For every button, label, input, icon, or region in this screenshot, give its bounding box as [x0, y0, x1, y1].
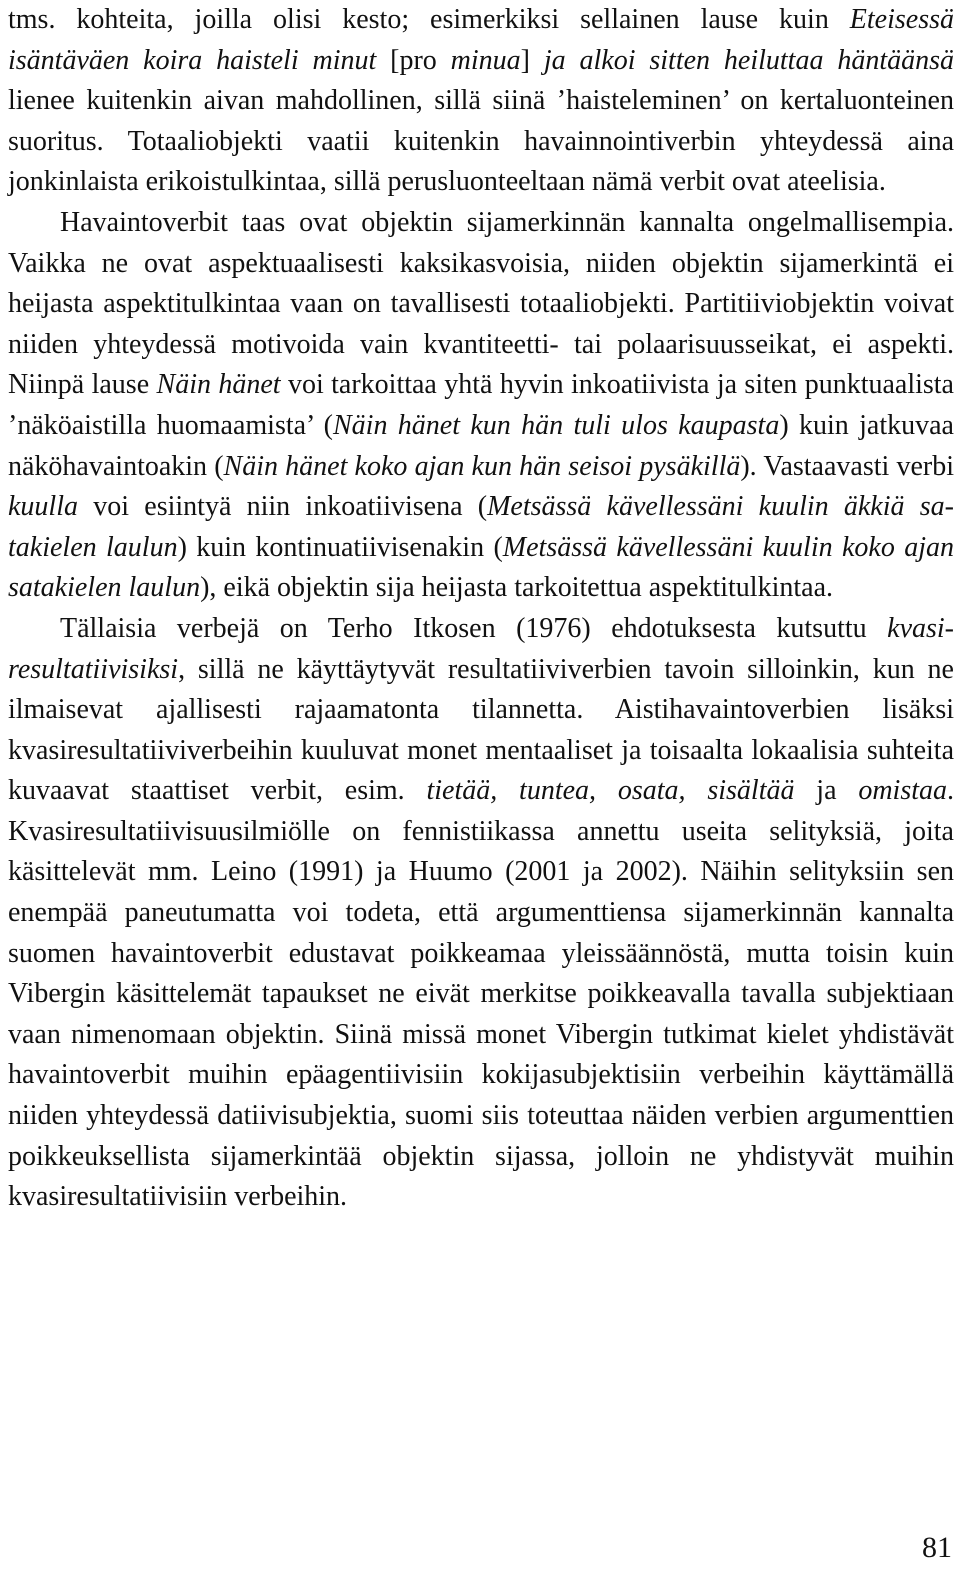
text-run: tms. kohteita, joilla olisi kesto; esimerkiksi sellainen lause kuin [8, 4, 850, 35]
text-run: [pro [376, 44, 451, 76]
text-run: voi tarkoittaa yhtä hyvin inkoatiivista ja siten punktuaalista ’näköaistilla huomaamista’ ( [8, 369, 954, 441]
italic-example: Näin hänet koko ajan kun hän seisoi pysäkillä [223, 450, 741, 482]
italic-example: minua [450, 44, 521, 76]
text-run: Tällaisia verbejä on Terho Itkosen (1976) ehdotuksesta kutsuttu [60, 612, 888, 644]
text-run: ) kuin kontinuatiivisenakin ( [177, 531, 503, 563]
body-text [8, 0, 954, 1218]
text-run: ). Vastaavasti verbi [740, 450, 954, 482]
italic-example: ja alkoi sitten heiluttaa häntäänsä [543, 44, 955, 76]
italic-example: Näin hänet kun hän tuli ulos kaupasta [332, 409, 780, 441]
text-run: , sillä ne käyttäytyvät resultatiiviverbien tavoin silloinkin, kun ne ilmaisevat ajallisesti rajaamatonta tilannetta. Aistihavaintoverbien lisäksi kvasiresultatiiviverbeihin kuuluvat monet mentaaliset ja toisaalta lokaalisia suhteita kuvaavat staattiset verbit, esim. [8, 653, 954, 807]
italic-example: tietää, tuntea, osata, sisältää [426, 775, 795, 807]
italic-example: omistaa [858, 775, 948, 807]
text-run: voi esiintyä niin inkoatiivisena ( [78, 491, 488, 523]
page-number: 81 [922, 1531, 952, 1564]
italic-example: kuulla [8, 491, 78, 523]
text-run: lienee kuitenkin aivan mahdollinen, sillä siinä ’haisteleminen’ on kertaluonteinen suoritus. Totaaliobjekti vaatii kuitenkin havainnointiverbin yhteydessä aina jonkinlaista erikoistulkintaa, sillä perusluonteeltaan nämä verbit ovat ateelisia. [8, 85, 954, 198]
italic-example: Metsässä kävellessäni kuulin äkkiä satakielen laulun [8, 491, 954, 563]
text-run: . Kvasiresultatiivisuusilmiölle on fennistiikassa annettu useita selityksiä, joita käsittelevät mm. Leino (1991) ja Huumo (2001 ja 2002). Näihin selityksiin sen enempää paneutumatta voi todeta, että argumenttiensa sijamerkinnän kannalta suomen havaintoverbit edustavat poikkeamaa yleissäännöstä, mutta toisin kuin Vibergin käsittelemät tapaukset ne eivät merkitse poikkeavalla tavalla subjektiaan vaan nimenomaan objektin. Siinä missä monet Vibergin tutkimat kielet yhdistävät havaintoverbit muihin epäagentiivisiin kokijasubjektisiin verbeihin käyttämällä niiden yhteydessä datiivisubjektia, suomi siis toteuttaa näiden verbien argumenttien poikkeuksellista sijamerkintää objektin sijassa, jolloin ne yhdistyvät muihin kvasiresultatiivisiin verbeihin. [8, 775, 955, 1213]
text-run: ), eikä objektin sija heijasta tarkoitettua aspektitulkintaa. [200, 572, 833, 604]
text-run: ja [794, 775, 859, 807]
text-run: ] [520, 44, 544, 76]
italic-example: kvasiresultatiivisiksi [8, 612, 954, 685]
text-run: Havaintoverbit taas ovat objektin sijamerkinnän kannalta ongelmallisempia. Vaikka ne ovat aspektuaalisesti kaksikasvoisia, niiden objektin sijamerkintä ei heijasta aspektitulkintaa vaan on tavallisesti totaaliobjekti. Partitiiviobjektin voivat niiden yhteydessä motivoida vain kvantiteetti- tai polaarisuusseikat, ei aspekti. Niinpä lause [8, 206, 954, 401]
italic-example: Näin hänet [156, 369, 281, 401]
paragraph-2 [8, 203, 954, 609]
italic-example: Eteisessä isäntäväen koira haisteli minut [8, 4, 954, 76]
italic-example: Metsässä kävellessäni kuulin koko ajan satakielen laulun [8, 531, 954, 604]
paragraph-1 [8, 0, 954, 203]
text-run: ) kuin jatkuvaa näköhavaintoakin ( [8, 409, 954, 482]
paragraph-3 [8, 609, 954, 1218]
